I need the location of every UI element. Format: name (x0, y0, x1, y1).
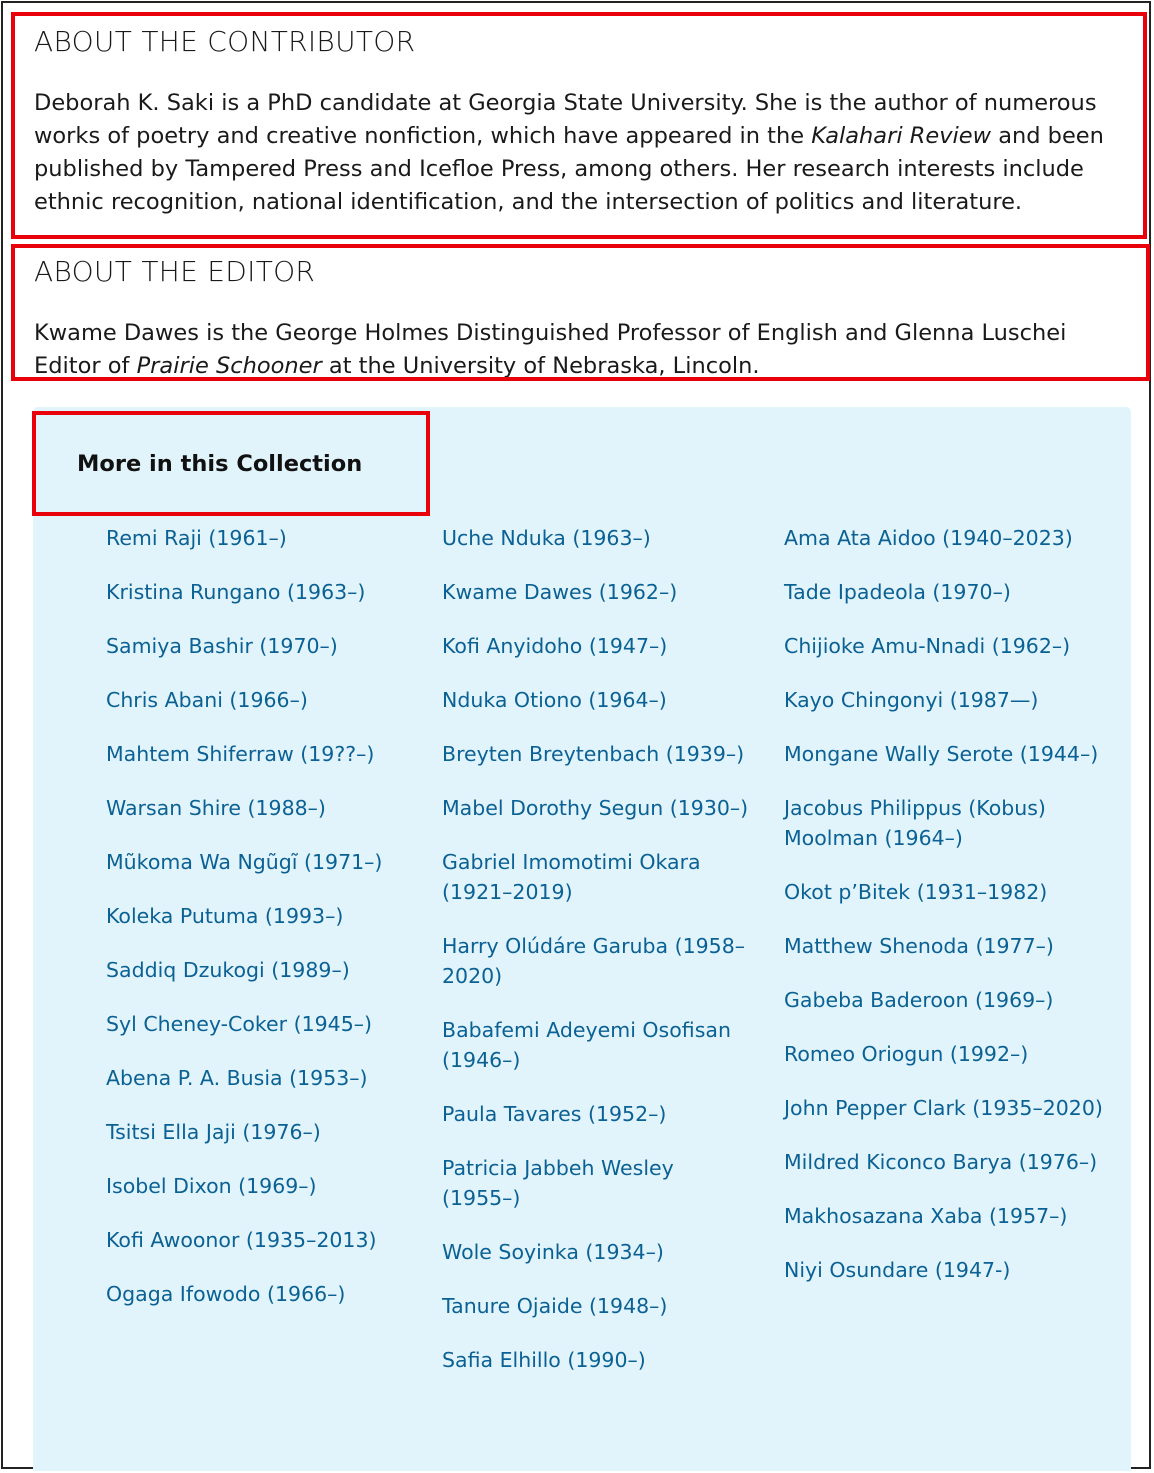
collection-link[interactable]: Makhosazana Xaba (1957–) (784, 1204, 1068, 1228)
collection-link[interactable]: Ama Ata Aidoo (1940–2023) (784, 526, 1073, 550)
collection-link[interactable]: Isobel Dixon (1969–) (106, 1174, 317, 1198)
collection-link[interactable]: Syl Cheney-Coker (1945–) (106, 1012, 373, 1036)
collection-link[interactable]: Romeo Oriogun (1992–) (784, 1042, 1029, 1066)
collection-link[interactable]: Uche Nduka (1963–) (442, 526, 651, 550)
collection-link[interactable]: Chris Abani (1966–) (106, 688, 308, 712)
collection-link[interactable]: Safia Elhillo (1990–) (442, 1348, 646, 1372)
editor-highlight-box (11, 244, 1150, 381)
collection-link[interactable]: Remi Raji (1961–) (106, 526, 287, 550)
collection-column-1 (106, 523, 416, 1333)
collection-link[interactable]: Okot p’Bitek (1931–1982) (784, 880, 1048, 904)
contributor-bio-part1: Deborah K. Saki is a PhD candidate at Georgia State University. She is the author of numerous works of poetry and creative nonfiction, which have appeared in the (34, 90, 1097, 149)
editor-bio-part1: Kwame Dawes is the George Holmes Distinguished Professor of English and Glenna Luschei Editor of (34, 320, 1067, 377)
contributor-bio-publication: Kalahari Review (811, 123, 992, 149)
collection-link[interactable]: Mildred Kiconco Barya (1976–) (784, 1150, 1098, 1174)
collection-link[interactable]: Babafemi Adeyemi Osofisan (1946–) (442, 1018, 731, 1072)
collection-link[interactable]: Ogaga Ifowodo (1966–) (106, 1282, 346, 1306)
collection-link[interactable]: Koleka Putuma (1993–) (106, 904, 344, 928)
collection-link[interactable]: John Pepper Clark (1935–2020) (784, 1096, 1103, 1120)
collection-link[interactable]: Tsitsi Ella Jaji (1976–) (106, 1120, 321, 1144)
editor-bio-part2: at the University of Nebraska, Lincoln. (321, 353, 760, 377)
collection-link[interactable]: Wole Soyinka (1934–) (442, 1240, 664, 1264)
collection-link[interactable]: Kwame Dawes (1962–) (442, 580, 678, 604)
collection-link[interactable]: Mũkoma Wa Ngũgĩ (1971–) (106, 850, 383, 874)
collection-link[interactable]: Patricia Jabbeh Wesley (1955–) (442, 1156, 674, 1210)
collection-column-3 (784, 523, 1104, 1309)
page (1, 1, 1151, 1469)
collection-link[interactable]: Saddiq Dzukogi (1989–) (106, 958, 350, 982)
collection-link[interactable]: Mahtem Shiferraw (19??–) (106, 742, 375, 766)
collection-link[interactable]: Mongane Wally Serote (1944–) (784, 742, 1099, 766)
contributor-heading: ABOUT THE CONTRIBUTOR (34, 25, 416, 58)
collection-link[interactable]: Matthew Shenoda (1977–) (784, 934, 1054, 958)
collection-link[interactable]: Mabel Dorothy Segun (1930–) (442, 796, 749, 820)
collection-link[interactable]: Samiya Bashir (1970–) (106, 634, 338, 658)
contributor-bio-part2: and been published by Tampered Press and Icefloe Press, among others. Her research interests include ethnic recognition, national identification, and the intersection of politics and literature. (34, 123, 1104, 215)
collection-link[interactable]: Breyten Breytenbach (1939–) (442, 742, 745, 766)
editor-bio-publication: Prairie Schooner (136, 353, 322, 377)
collection-link[interactable]: Chijioke Amu-Nnadi (1962–) (784, 634, 1071, 658)
collection-link[interactable]: Paula Tavares (1952–) (442, 1102, 667, 1126)
collection-link[interactable]: Warsan Shire (1988–) (106, 796, 326, 820)
collection-link[interactable]: Gabeba Baderoon (1969–) (784, 988, 1054, 1012)
collection-link[interactable]: Gabriel Imomotimi Okara (1921–2019) (442, 850, 701, 904)
collection-link[interactable]: Tade Ipadeola (1970–) (784, 580, 1011, 604)
collection-link[interactable]: Kristina Rungano (1963–) (106, 580, 366, 604)
collection-link[interactable]: Tanure Ojaide (1948–) (442, 1294, 668, 1318)
collection-link[interactable]: Kofi Anyidoho (1947–) (442, 634, 668, 658)
collection-column-2 (442, 523, 752, 1399)
collection-link[interactable]: Kayo Chingonyi (1987—) (784, 688, 1039, 712)
collection-heading-highlight-box (32, 411, 430, 516)
collection-link[interactable]: Nduka Otiono (1964–) (442, 688, 667, 712)
collection-link[interactable]: Abena P. A. Busia (1953–) (106, 1066, 368, 1090)
collection-link[interactable]: Kofi Awoonor (1935–2013) (106, 1228, 377, 1252)
collection-link[interactable]: Niyi Osundare (1947-) (784, 1258, 1011, 1282)
collection-link[interactable]: Harry Olúdáre Garuba (1958–2020) (442, 934, 746, 988)
collection-link[interactable]: Jacobus Philippus (Kobus) Moolman (1964–) (784, 796, 1046, 850)
collection-heading: More in this Collection (77, 451, 363, 477)
editor-heading: ABOUT THE EDITOR (34, 255, 316, 288)
